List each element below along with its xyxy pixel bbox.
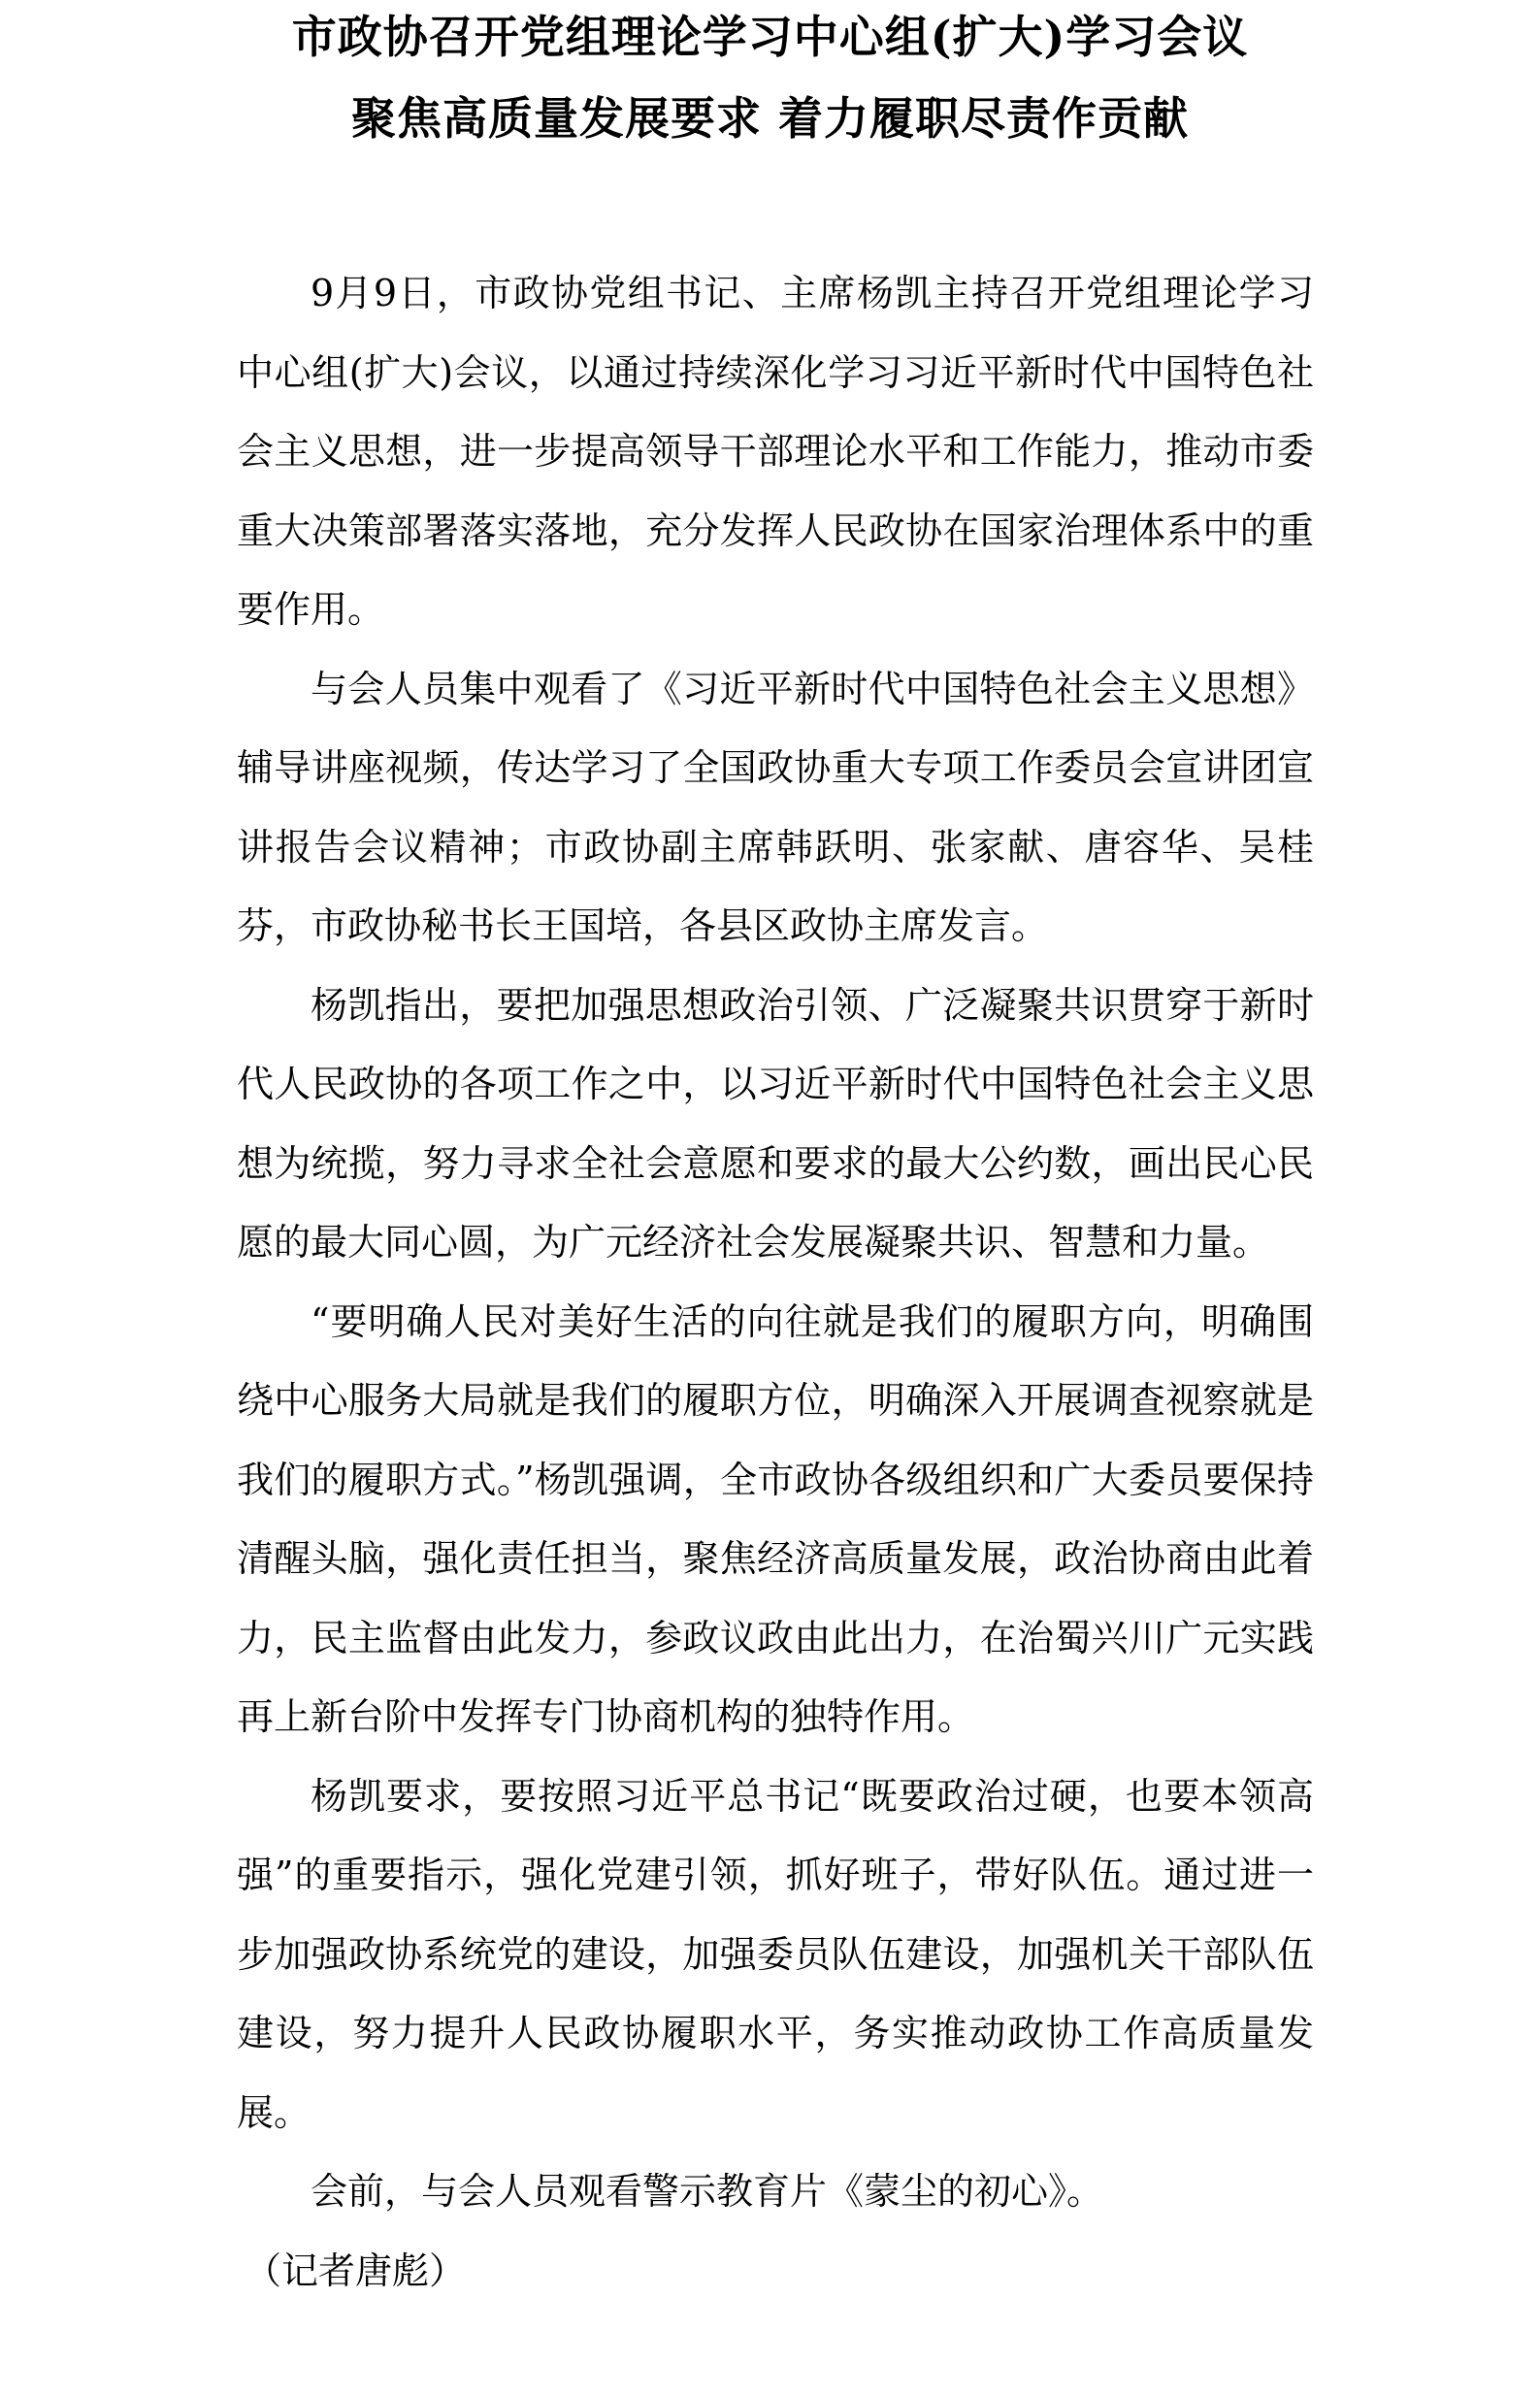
paragraph-2: 与会人员集中观看了《习近平新时代中国特色社会主义思想》辅导讲座视频，传达学习了全国政协重大专项工作委员会宣讲团宣讲报告会议精神；市政协副主席韩跃明、张家献、唐容华、吴桂芬，市政协秘书长王国培，各县区政协主席发言。 [237, 667, 1314, 947]
paragraph-4: “要明确人民对美好生活的向往就是我们的履职方向，明确围绕中心服务大局就是我们的履职方位，明确深入开展调查视察就是我们的履职方式。”杨凯强调，全市政协各级组织和广大委员要保持清醒头脑，强化责任担当，聚焦经济高质量发展，政治协商由此着力，民主监督由此发力，参政议政由此出力，在治蜀兴川广元实践再上新台阶中发挥专门协商机构的独特作用。 [237, 1299, 1314, 1738]
reporter-byline: （记者唐彪） [245, 2249, 467, 2292]
paragraph-5: 杨凯要求，要按照习近平总书记“既要政治过硬，也要本领高强”的重要指示，强化党建引领，抓好班子，带好队伍。通过进一步加强政协系统党的建设，加强委员队伍建设，加强机关干部队伍建设，努力提升人民政协履职水平，务实推动政协工作高质量发展。 [237, 1774, 1314, 2134]
headline-line-2: 聚焦高质量发展要求 着力履职尽责作贡献 [350, 92, 1189, 145]
paragraph-1: 9月9日，市政协党组书记、主席杨凯主持召开党组理论学习中心组(扩大)会议，以通过持续深化学习习近平新时代中国特色社会主义思想，进一步提高领导干部理论水平和工作能力，推动市委重大决策部署落实落地，充分发挥人民政协在国家治理体系中的重要作用。 [237, 272, 1314, 631]
paragraph-6: 会前，与会人员观看警示教育片《蒙尘的初心》。 [311, 2170, 1104, 2213]
headline-line-1: 市政协召开党组理论学习中心组(扩大)学习会议 [291, 11, 1249, 63]
paragraph-3: 杨凯指出，要把加强思想政治引领、广泛凝聚共识贯穿于新时代人民政协的各项工作之中，以习近平新时代中国特色社会主义思想为统揽，努力寻求全社会意愿和要求的最大公约数，画出民心民愿的最大同心圆，为广元经济社会发展凝聚共识、智慧和力量。 [237, 983, 1314, 1264]
article-body [237, 254, 1314, 2311]
